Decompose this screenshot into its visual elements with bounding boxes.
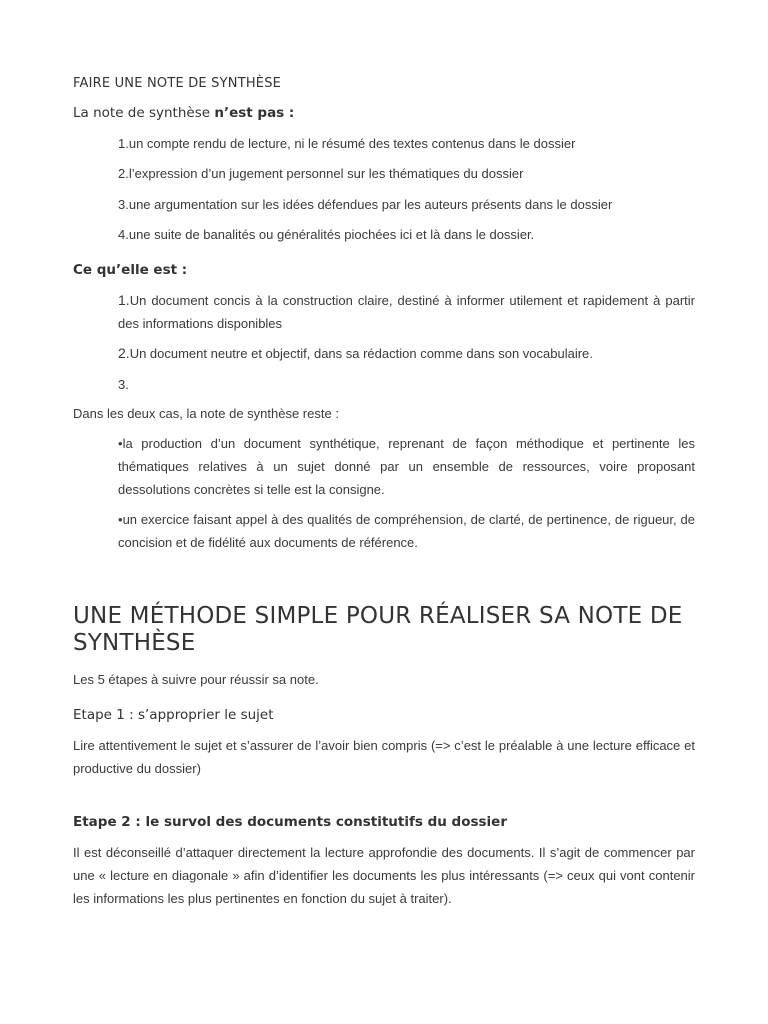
method-heading: UNE MÉTHODE SIMPLE POUR RÉALISER SA NOTE DE SYNTHÈSE bbox=[73, 603, 683, 656]
item-number: 1. bbox=[118, 292, 130, 308]
list-item: 4.une suite de banalités ou généralités piochées ici et là dans le dossier. bbox=[118, 227, 535, 242]
list-item bbox=[118, 373, 695, 396]
item-text: Un document concis à la construction claire, destiné à informer utilement et rapidement à partir des informations disponibles bbox=[118, 293, 695, 331]
list-item: 1.un compte rendu de lecture, ni le résumé des textes contenus dans le dossier bbox=[118, 136, 576, 151]
list-item bbox=[118, 342, 695, 365]
intro-bold: n’est pas : bbox=[214, 105, 295, 121]
list-item bbox=[118, 289, 695, 335]
bullet-item bbox=[118, 508, 695, 554]
section-heading: Ce qu’elle est : bbox=[73, 262, 188, 278]
intro-line bbox=[73, 105, 294, 121]
item-text: Un document neutre et objectif, dans sa rédaction comme dans son vocabulaire. bbox=[129, 346, 593, 361]
bullet-mark: • bbox=[118, 436, 123, 451]
item-text: la production d’un document synthétique, reprenant de façon méthodique et pertinente les thématiques relatives à un sujet donné par un ensemble de ressources, voire proposant dessolutions concrètes si telle est la consigne. bbox=[118, 436, 695, 497]
paragraph: Les 5 étapes à suivre pour réussir sa note. bbox=[73, 672, 319, 687]
list-item: 2.l’expression d’un jugement personnel sur les thématiques du dossier bbox=[118, 166, 524, 181]
paragraph: Dans les deux cas, la note de synthèse reste : bbox=[73, 406, 339, 421]
bullet-item bbox=[118, 432, 695, 501]
step-2-title: Etape 2 : le survol des documents constitutifs du dossier bbox=[73, 814, 507, 830]
item-number: 3. bbox=[118, 377, 129, 392]
step-2-text: Il est déconseillé d’attaquer directement la lecture approfondie des documents. Il s’agit de commencer par une « lecture en diagonale » afin d’identifier les documents les plus intéressants (=> ceux qui vont contenir les informations les plus pertinentes en fonction du sujet à traiter). bbox=[73, 845, 695, 906]
item-text: un exercice faisant appel à des qualités de compréhension, de clarté, de pertinence, de rigueur, de concision et de fidélité aux documents de référence. bbox=[118, 512, 695, 550]
step-1-title: Etape 1 : s’approprier le sujet bbox=[73, 707, 274, 723]
list-item: 3.une argumentation sur les idées défendues par les auteurs présents dans le dossier bbox=[118, 197, 613, 212]
bullet-mark: • bbox=[118, 512, 123, 527]
step-1-text: Lire attentivement le sujet et s’assurer de l’avoir bien compris (=> c’est le préalable à une lecture efficace et productive du dossier) bbox=[73, 738, 695, 776]
item-number: 2. bbox=[118, 345, 130, 361]
intro-prefix: La note de synthèse bbox=[73, 105, 215, 121]
document-title: FAIRE UNE NOTE DE SYNTHÈSE bbox=[73, 76, 282, 91]
